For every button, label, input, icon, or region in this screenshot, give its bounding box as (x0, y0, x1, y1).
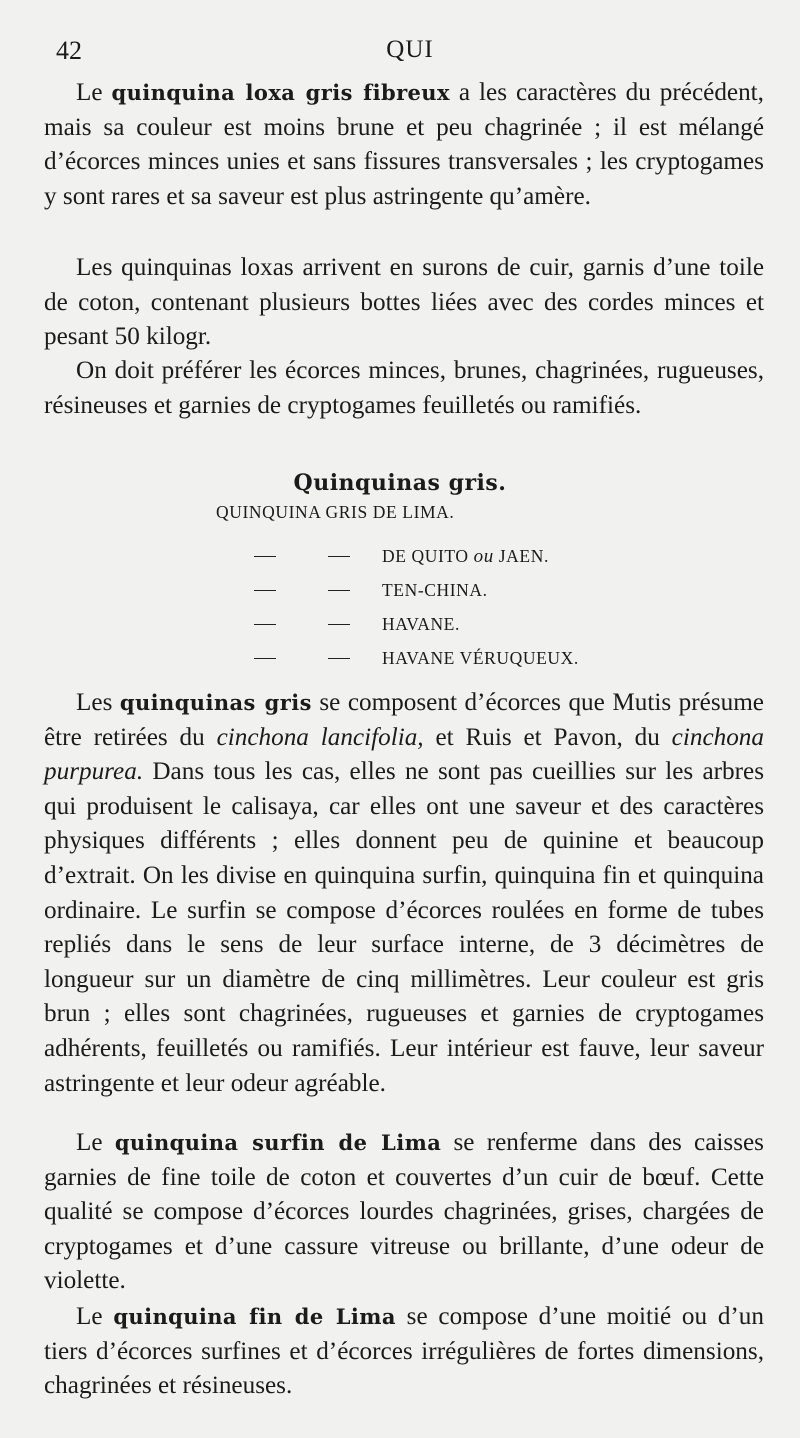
bold-term: quinquina surfin de Lima (114, 1130, 442, 1155)
ditto-dash (328, 658, 350, 659)
paragraph-quinquinas-gris (44, 686, 764, 1101)
text-run: JAEN. (493, 546, 549, 566)
paragraph-surfin-de-lima (44, 1126, 764, 1299)
paragraph-preference (44, 354, 764, 423)
italic-word: ou (473, 546, 494, 567)
text-run: Les (76, 689, 120, 716)
bold-term: quinquinas gris (119, 690, 312, 715)
paragraph-text: On doit préférer les écorces minces, brunes, chagrinées, rugueuses, résineuses et garnies de cryptogames feuilletés ou ramifiés. (44, 357, 764, 419)
variety-name: TEN-CHINA. (382, 580, 488, 600)
ditto-dash (254, 556, 276, 557)
ditto-dash (328, 624, 350, 625)
paragraph-fin-de-lima (44, 1300, 764, 1404)
text-run: Le (76, 1129, 115, 1156)
ditto-dash (254, 590, 276, 591)
species-name: cinchona lancifolia, (216, 723, 424, 751)
variety-name (382, 546, 549, 568)
variety-name: HAVANE. (382, 614, 460, 634)
bold-term: quinquina fin de Lima (113, 1304, 396, 1329)
variety-name: QUINQUINA GRIS DE LIMA. (216, 502, 455, 522)
paragraph-loxa-gris-fibreux (44, 76, 764, 214)
ditto-dash (328, 556, 350, 557)
page-number: 42 (56, 36, 82, 65)
bold-term: quinquina loxa gris fibreux (111, 80, 450, 105)
variety-name: HAVANE VÉRUQUEUX. (382, 648, 579, 668)
text-run: se renferme dans des caisses garnies de fine toile de coton et couvertes d’un cuir de bœuf. Cette qualité se compose d’écorces lourdes chagrinées, grises, chargées de cryptogames et d’une cassure vitreuse ou brillante, d’une odeur de violette. (44, 1129, 764, 1295)
text-run: se compose d’une moitié ou d’un tiers d’écorces surfines et d’écorces irrégulières de fortes dimensions, chagrinées et résineuses. (44, 1303, 764, 1400)
text-run: et Ruis et Pavon, du (423, 723, 672, 751)
text-run: a les caractères du précédent, mais sa couleur est moins brune et peu chagrinée ; il est mélangé d’écorces minces unies et sans fissures transversales ; les cryptogames y sont rares et sa saveur est plus astringente qu’amère. (44, 79, 764, 210)
variety-item (0, 648, 800, 688)
species-name: cinchona purpurea. (44, 723, 764, 786)
text-run: DE QUITO (382, 546, 474, 566)
running-head-word: QUI (386, 36, 434, 63)
paragraph-packaging (44, 251, 764, 355)
paragraph-text: Les quinquinas loxas arrivent en surons de cuir, garnis d’une toile de coton, contenant plusieurs bottes liées avec des cordes minces et pesant 50 kilogr. (44, 254, 764, 351)
ditto-dash (254, 658, 276, 659)
text-run: Le (76, 79, 112, 106)
text-run: Le (76, 1303, 114, 1330)
section-heading: Quinquinas gris. (293, 470, 507, 496)
text-run: se composent d’écorces que Mutis présume être retirées du (44, 689, 764, 751)
text-run: Dans tous les cas, elles ne sont pas cueillies sur les arbres qui produisent le calisaya, car elles ont une saveur et des caractères physiques différents ; elles donnent peu de quinine et beaucoup d’extrait. On les divise en quinquina surfin, quinquina fin et quinquina ordinaire. Le surfin se compose d’écorces roulées en forme de tubes repliés dans le sens de leur surface interne, de 3 décimètres de longueur sur un diamètre de cinq millimètres. Leur couleur est gris brun ; elles sont chagrinées, rugueuses et garnies de cryptogames adhérents, feuilletés ou ramifiés. Leur intérieur est fauve, leur saveur astringente et leur odeur agréable. (44, 758, 764, 1097)
variety-item (0, 502, 800, 542)
running-head (0, 36, 800, 76)
ditto-dash (254, 624, 276, 625)
ditto-dash (328, 590, 350, 591)
